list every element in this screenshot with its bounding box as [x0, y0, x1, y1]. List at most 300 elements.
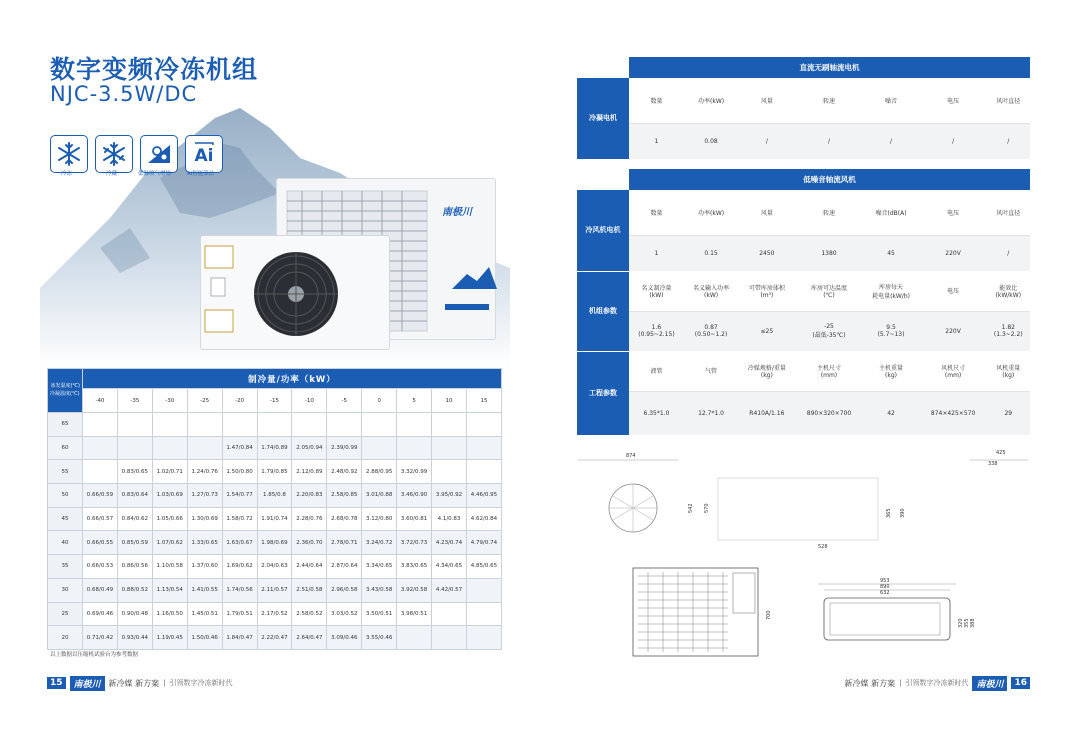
spec-cell	[629, 311, 684, 351]
capacity-cell: 2.17/0.52	[257, 602, 292, 626]
capacity-cell: 2.64/0.47	[292, 626, 327, 650]
footer-slogan: 新冷媒 新方案	[844, 678, 896, 688]
capacity-cell: 2.87/0.64	[327, 555, 362, 579]
spec-header: 风叶直径	[987, 190, 1030, 235]
capacity-cell: 2.88/0.95	[362, 460, 397, 484]
table-row	[48, 602, 502, 626]
spec-cell-line: 风机尺寸	[941, 364, 966, 372]
capacity-cell: 0.66/0.55	[83, 531, 118, 555]
capacity-cell	[466, 602, 501, 626]
capacity-cell: 2.05/0.94	[292, 436, 327, 460]
capacity-cell	[466, 460, 501, 484]
spec-header: 风叶直径	[987, 78, 1030, 123]
capacity-cell: 3.95/0.92	[432, 484, 467, 508]
cond-temp-cell: 25	[48, 602, 83, 626]
spec-cell	[738, 271, 795, 311]
spec-value: /	[862, 123, 919, 159]
evap-temp-cell: -15	[257, 389, 292, 413]
evap-temp-cell: -40	[83, 389, 118, 413]
spec-header: 噪音	[862, 78, 919, 123]
spec-header: 噪音(dB(A)	[862, 190, 919, 235]
spec-cell-line: 9.5	[886, 324, 896, 332]
dim-390: 390	[900, 508, 906, 518]
spec-cell-line: 能效比	[999, 284, 1018, 292]
dim-542: 542	[688, 503, 694, 513]
capacity-cell	[187, 436, 222, 460]
capacity-cell: 3.46/0.90	[397, 484, 432, 508]
capacity-cell	[466, 578, 501, 602]
dim-953: 953	[880, 578, 890, 584]
capacity-cell: 1.10/0.58	[152, 555, 187, 579]
capacity-cell: 3.24/0.72	[362, 531, 397, 555]
spec-header: 转速	[796, 78, 863, 123]
capacity-cell: 0.68/0.49	[83, 578, 118, 602]
dim-320: 320	[958, 618, 964, 628]
spec-header-row	[577, 351, 1030, 391]
spec-cell-line: 气管	[705, 368, 718, 376]
capacity-cell: 0.85/0.59	[117, 531, 152, 555]
spec-value: /	[987, 123, 1030, 159]
spec-cell-line: (kW)	[649, 291, 664, 299]
spec-value: 29	[987, 391, 1030, 435]
evap-temp-cell: 10	[432, 389, 467, 413]
side-label-unit-params: 机组参数	[577, 271, 629, 351]
snowflake-icon	[101, 141, 127, 167]
dimension-drawing	[578, 448, 1030, 670]
capacity-cell: 1.54/0.77	[222, 484, 257, 508]
capacity-cell: 0.88/0.52	[117, 578, 152, 602]
capacity-cell: 4.85/0.65	[466, 555, 501, 579]
capacity-cell	[257, 413, 292, 437]
snowflake-icon	[56, 141, 82, 167]
capacity-cell: 2.51/0.58	[292, 578, 327, 602]
capacity-cell: 1.45/0.51	[187, 602, 222, 626]
capacity-cell: 2.20/0.83	[292, 484, 327, 508]
table-row	[48, 460, 502, 484]
capacity-cell	[222, 413, 257, 437]
capacity-cell: 3.98/0.51	[397, 602, 432, 626]
dim-365: 365	[886, 508, 892, 518]
spec-cell-line: (℃)	[823, 291, 835, 299]
spec-cell-line: 库房每天	[879, 283, 904, 291]
cond-temp-label: 冷凝温度(℃)	[50, 391, 80, 397]
table-row	[48, 436, 502, 460]
spec-value: 1	[629, 123, 684, 159]
capacity-cell: 3.01/0.88	[362, 484, 397, 508]
capacity-cell: 2.28/0.76	[292, 507, 327, 531]
capacity-cell: 1.50/0.46	[187, 626, 222, 650]
spec-cell-line: 0.87	[704, 324, 718, 332]
capacity-cell	[397, 626, 432, 650]
spec-cell	[862, 311, 919, 351]
table-row	[48, 413, 502, 437]
svg-text:Ai: Ai	[194, 146, 214, 166]
capacity-cell: 3.55/0.46	[362, 626, 397, 650]
feature-cold-storage	[95, 135, 133, 173]
spec-cell	[920, 311, 987, 351]
spec-cell-line: 主机重量	[879, 364, 904, 372]
capacity-cell: 1.37/0.60	[187, 555, 222, 579]
capacity-cell: 1.47/0.84	[222, 436, 257, 460]
capacity-cell: 2.58/0.52	[292, 602, 327, 626]
capacity-cell: 4.23/0.74	[432, 531, 467, 555]
capacity-cell: 0.83/0.65	[117, 460, 152, 484]
spec-cell-line: 220V	[945, 327, 961, 335]
spec-cell-line: 1.82	[1001, 324, 1015, 332]
cond-temp-cell: 65	[48, 413, 83, 437]
feature-ai	[185, 135, 223, 173]
capacity-cell: 1.63/0.67	[222, 531, 257, 555]
spec-cell	[629, 271, 684, 311]
capacity-cell: 1.79/0.85	[257, 460, 292, 484]
spec-cell-line: -25	[824, 323, 834, 331]
capacity-cell: 3.83/0.65	[397, 555, 432, 579]
page-number: 16	[1011, 677, 1030, 689]
spec-cell	[738, 311, 795, 351]
cond-temp-cell: 55	[48, 460, 83, 484]
evap-temp-row	[48, 389, 502, 413]
capacity-cell: 3.12/0.80	[362, 507, 397, 531]
spec-cell	[796, 351, 863, 391]
footer-slogan: 新冷媒 新方案	[108, 678, 160, 688]
capacity-cell: 2.48/0.92	[327, 460, 362, 484]
spec-header: 数量	[629, 190, 684, 235]
capacity-cell	[117, 413, 152, 437]
capacity-cell: 4.42/0.57	[432, 578, 467, 602]
section-header-row	[577, 57, 1030, 78]
capacity-cell	[432, 413, 467, 437]
spec-value-row	[577, 391, 1030, 435]
capacity-cell: 1.13/0.54	[152, 578, 187, 602]
capacity-cell	[397, 436, 432, 460]
capacity-cell: 1.24/0.76	[187, 460, 222, 484]
brand-logo: 南极川	[70, 676, 105, 691]
table-title: 制冷量/功率（kW）	[83, 369, 502, 389]
spec-cell-line: (1.3~2.2)	[993, 331, 1023, 339]
spec-cell	[629, 351, 684, 391]
spec-value: /	[987, 235, 1030, 271]
cond-temp-cell: 40	[48, 531, 83, 555]
capacity-cell: 4.1/0.83	[432, 507, 467, 531]
page-number: 15	[47, 677, 66, 689]
capacity-cell: 1.16/0.50	[152, 602, 187, 626]
capacity-cell: 2.44/0.64	[292, 555, 327, 579]
page-title: 数字变频冷冻机组	[50, 55, 259, 84]
capacity-cell: 1.03/0.69	[152, 484, 187, 508]
dim-528: 528	[818, 544, 828, 550]
dim-338: 338	[988, 461, 998, 467]
table-row	[48, 555, 502, 579]
evap-temp-cell: -5	[327, 389, 362, 413]
spec-value: 45	[862, 235, 919, 271]
spec-value: 1380	[796, 235, 863, 271]
table-row	[48, 626, 502, 650]
capacity-cell: 1.85/0.8	[257, 484, 292, 508]
spec-cell-line: 液管	[650, 368, 663, 376]
capacity-cell	[83, 413, 118, 437]
dim-890: 890	[880, 584, 890, 590]
evap-temp-cell: 0	[362, 389, 397, 413]
spec-cell-line: 名义制冷量	[641, 284, 672, 292]
capacity-cell: 2.68/0.78	[327, 507, 362, 531]
cond-temp-cell: 30	[48, 578, 83, 602]
spec-value: 220V	[920, 235, 987, 271]
capacity-cell: 2.12/0.89	[292, 460, 327, 484]
evap-temp-cell: 15	[466, 389, 501, 413]
capacity-cell: 0.86/0.56	[117, 555, 152, 579]
spec-header-row	[577, 78, 1030, 123]
capacity-cell: 0.66/0.53	[83, 555, 118, 579]
cond-temp-cell: 35	[48, 555, 83, 579]
spec-value: 1	[629, 235, 684, 271]
spec-header: 风量	[738, 78, 795, 123]
spec-header-row	[577, 190, 1030, 235]
capacity-cell: 1.98/0.69	[257, 531, 292, 555]
spec-cell-line: ≤25	[760, 327, 774, 335]
spec-value: /	[796, 123, 863, 159]
feature-freeze-label: 冷冻	[61, 171, 73, 177]
capacity-cell: 2.11/0.57	[257, 578, 292, 602]
spec-header: 数量	[629, 78, 684, 123]
footer-divider: |	[163, 679, 166, 687]
right-footer	[845, 675, 1030, 691]
capacity-cell	[432, 436, 467, 460]
capacity-cell	[466, 626, 501, 650]
capacity-cell	[432, 626, 467, 650]
evap-temp-cell: -35	[117, 389, 152, 413]
spec-cell	[920, 271, 987, 311]
footer-tagline: 引领数字冷冻新时代	[169, 679, 233, 687]
spec-table	[577, 57, 1030, 436]
cond-temp-cell: 45	[48, 507, 83, 531]
section-title-fan: 低噪音轴流风机	[629, 169, 1030, 190]
capacity-cell: 3.50/0.51	[362, 602, 397, 626]
spec-cell-line: 库房可达温度	[810, 284, 847, 292]
capacity-cell: 1.79/0.51	[222, 602, 257, 626]
table-header-row	[48, 369, 502, 389]
capacity-cell: 1.69/0.62	[222, 555, 257, 579]
capacity-cell	[432, 602, 467, 626]
table-footnote: 以上数据以压缩机试验台为参考数据	[50, 652, 139, 658]
spec-value: R410A/1.16	[738, 391, 795, 435]
capacity-cell	[362, 413, 397, 437]
spec-cell	[862, 351, 919, 391]
cond-temp-cell: 50	[48, 484, 83, 508]
brand-logo: 南极川	[972, 676, 1007, 691]
evap-temp-cell: -20	[222, 389, 257, 413]
unit-brand-logo: 南极川	[442, 207, 472, 218]
dim-700: 700	[766, 610, 772, 620]
capacity-cell: 1.30/0.69	[187, 507, 222, 531]
capacity-cell: 4.79/0.74	[466, 531, 501, 555]
spec-cell-line: (0.50~1.2)	[694, 331, 728, 339]
spec-header: 电压	[920, 190, 987, 235]
spec-cell	[684, 311, 738, 351]
spec-cell-line: 风机重量	[996, 364, 1021, 372]
capacity-cell: 3.92/0.58	[397, 578, 432, 602]
spec-value-row	[577, 123, 1030, 159]
capacity-cell	[327, 413, 362, 437]
spec-value: 0.15	[684, 235, 738, 271]
capacity-cell: 0.66/0.57	[83, 507, 118, 531]
spec-cell	[987, 271, 1030, 311]
capacity-cell: 1.02/0.71	[152, 460, 187, 484]
capacity-cell	[152, 413, 187, 437]
model-number: NJC-3.5W/DC	[50, 82, 198, 106]
feature-evi	[140, 135, 178, 173]
spec-cell-line: 冷媒规格/重量	[747, 364, 786, 372]
spec-header: 电压	[920, 78, 987, 123]
spec-header: 功率(kW)	[684, 190, 738, 235]
capacity-cell: 1.05/0.66	[152, 507, 187, 531]
capacity-cell	[152, 436, 187, 460]
spec-value: /	[920, 123, 987, 159]
capacity-cell: 1.07/0.62	[152, 531, 187, 555]
capacity-cell: 0.83/0.64	[117, 484, 152, 508]
capacity-cell: 3.09/0.46	[327, 626, 362, 650]
capacity-cell: 3.34/0.65	[362, 555, 397, 579]
spec-cell-line: 主机尺寸	[816, 364, 841, 372]
capacity-cell: 2.39/0.99	[327, 436, 362, 460]
capacity-cell: 2.04/0.63	[257, 555, 292, 579]
spec-cell	[987, 311, 1030, 351]
spec-cell	[920, 351, 987, 391]
spec-cell-line: 名义输入功率	[693, 284, 730, 292]
table-row	[48, 531, 502, 555]
feature-ai-label: Ai智能算法	[187, 171, 215, 177]
capacity-cell: 2.96/0.58	[327, 578, 362, 602]
spec-cell	[796, 271, 863, 311]
capacity-cell	[83, 436, 118, 460]
capacity-cell: 1.41/0.55	[187, 578, 222, 602]
spec-value-row	[577, 235, 1030, 271]
spec-cell-line: 电压	[947, 288, 960, 296]
left-footer	[47, 675, 232, 691]
spec-cell	[738, 351, 795, 391]
table-row	[48, 578, 502, 602]
capacity-cell: 3.60/0.81	[397, 507, 432, 531]
dim-570: 570	[704, 503, 710, 513]
capacity-cell	[362, 436, 397, 460]
spec-cell-line: (kg)	[885, 371, 898, 379]
capacity-cell: 1.74/0.89	[257, 436, 292, 460]
capacity-cell: 1.91/0.74	[257, 507, 292, 531]
capacity-cell	[83, 460, 118, 484]
capacity-cell	[187, 413, 222, 437]
capacity-cell: 0.69/0.46	[83, 602, 118, 626]
dim-425: 425	[996, 450, 1006, 456]
capacity-cell	[466, 436, 501, 460]
capacity-cell	[117, 436, 152, 460]
spec-header: 转速	[796, 190, 863, 235]
side-label-fan-motor: 冷风机电机	[577, 190, 629, 271]
spec-cell	[796, 311, 863, 351]
spec-cell	[684, 351, 738, 391]
ai-icon	[191, 141, 217, 167]
capacity-cell: 4.46/0.95	[466, 484, 501, 508]
spec-value-row	[577, 311, 1030, 351]
spec-header: 风量	[738, 190, 795, 235]
capacity-cell: 0.93/0.44	[117, 626, 152, 650]
capacity-cell: 1.74/0.56	[222, 578, 257, 602]
spec-value: 0.08	[684, 123, 738, 159]
spec-header-row	[577, 271, 1030, 311]
cond-temp-cell: 60	[48, 436, 83, 460]
dim-388: 388	[970, 618, 976, 628]
capacity-cell: 4.34/0.65	[432, 555, 467, 579]
table-row	[48, 507, 502, 531]
spec-cell-line: (kW/kW)	[995, 291, 1022, 299]
capacity-cell: 1.33/0.65	[187, 531, 222, 555]
cond-temp-cell: 20	[48, 626, 83, 650]
capacity-table-body	[48, 413, 502, 650]
evap-temp-cell: -30	[152, 389, 187, 413]
capacity-cell	[292, 413, 327, 437]
spec-cell-line: (kW)	[704, 291, 719, 299]
spec-value: 12.7*1.0	[684, 391, 738, 435]
spec-cell-line: 可带库房体积	[748, 284, 785, 292]
evap-temp-cell: -10	[292, 389, 327, 413]
spec-cell-line: (最低-35℃)	[812, 332, 846, 340]
section-title-dc-motor: 直流无刷轴流电机	[629, 57, 1030, 78]
capacity-cell: 3.03/0.52	[327, 602, 362, 626]
climate-icon	[146, 141, 172, 167]
table-row	[48, 484, 502, 508]
spec-value: 42	[862, 391, 919, 435]
capacity-cell: 3.72/0.73	[397, 531, 432, 555]
capacity-cell: 3.43/0.58	[362, 578, 397, 602]
capacity-cell: 2.58/0.85	[327, 484, 362, 508]
evap-temp-label: 冰发温度(℃)	[50, 382, 80, 389]
capacity-cell: 4.62/0.84	[466, 507, 501, 531]
capacity-cell: 3.32/0.99	[397, 460, 432, 484]
spec-cell-line: (kg)	[1002, 371, 1015, 379]
spec-value: /	[738, 123, 795, 159]
spec-cell-line: (m³)	[760, 291, 774, 299]
evap-temp-cell: 5	[397, 389, 432, 413]
spec-cell-line: (5.7~13)	[877, 331, 905, 339]
capacity-cell: 0.71/0.42	[83, 626, 118, 650]
spec-value: 874×425×570	[920, 391, 987, 435]
capacity-cell	[397, 413, 432, 437]
capacity-cell: 0.66/0.59	[83, 484, 118, 508]
spec-cell-line: 1.6	[651, 324, 662, 332]
spec-cell-line: (0.95~2.15)	[638, 331, 675, 339]
side-label-engineering-params: 工程参数	[577, 351, 629, 435]
dim-355: 355	[964, 618, 970, 628]
feature-freeze	[50, 135, 88, 173]
capacity-cell: 2.22/0.47	[257, 626, 292, 650]
footer-tagline: 引领数字冷冻新时代	[905, 679, 969, 687]
evaporator-unit-image	[200, 235, 390, 350]
capacity-cell	[466, 413, 501, 437]
spec-cell	[862, 271, 919, 311]
spec-cell-line: (mm)	[944, 371, 962, 379]
capacity-cell	[432, 460, 467, 484]
table-corner-cell	[48, 369, 83, 413]
spec-cell	[684, 271, 738, 311]
capacity-cell: 1.19/0.45	[152, 626, 187, 650]
spec-cell	[987, 351, 1030, 391]
spec-header: 功率(kW)	[684, 78, 738, 123]
capacity-cell: 1.27/0.73	[187, 484, 222, 508]
feature-cold-storage-label: 冷藏	[106, 171, 118, 177]
section-header-row	[577, 169, 1030, 190]
dim-632: 632	[880, 590, 890, 596]
capacity-cell: 2.78/0.71	[327, 531, 362, 555]
capacity-table	[47, 368, 502, 650]
capacity-cell: 1.84/0.47	[222, 626, 257, 650]
